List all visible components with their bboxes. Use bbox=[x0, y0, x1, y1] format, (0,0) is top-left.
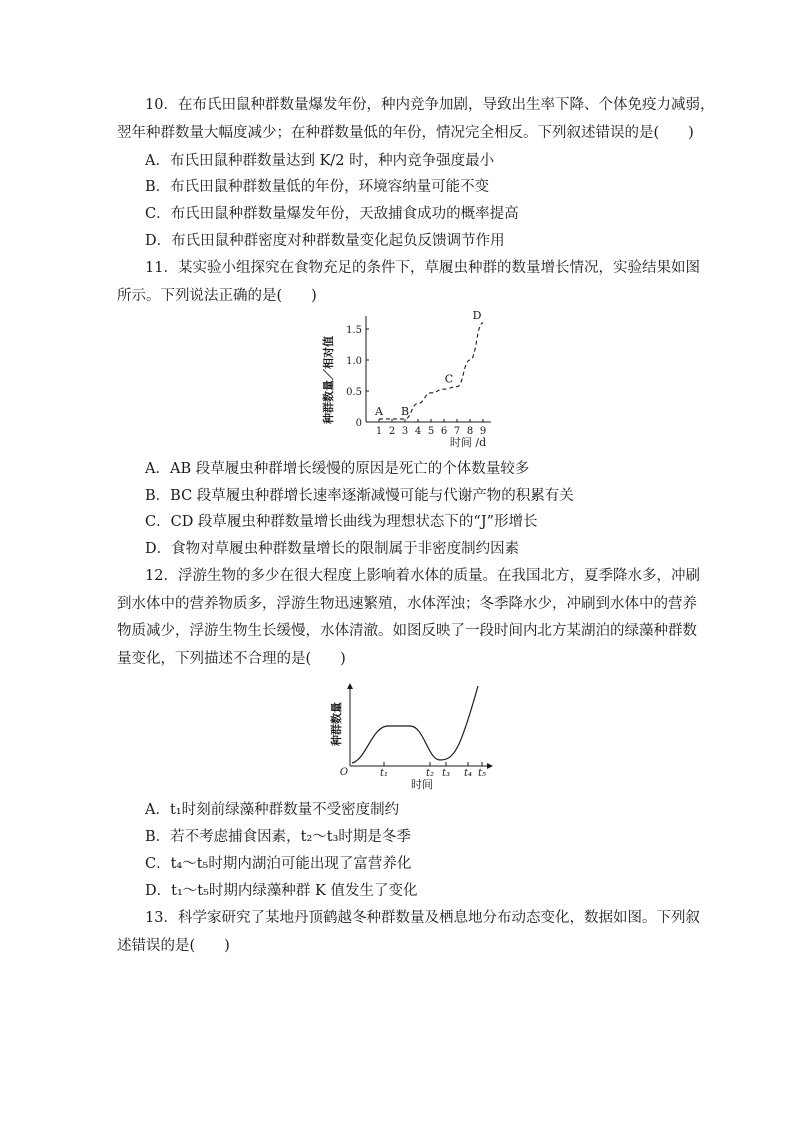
q11-point-label: D bbox=[472, 310, 482, 322]
q10-option-d: D．布氏田鼠种群密度对种群数量变化起负反馈调节作用 bbox=[145, 233, 505, 249]
q12-stem-line4: 量变化，下列描述不合理的是( ) bbox=[117, 651, 346, 667]
q11-population-chart bbox=[318, 310, 508, 450]
q12-x-tick-label: t₄ bbox=[463, 768, 473, 779]
q12-x-tick-label: t₅ bbox=[477, 768, 487, 779]
q11-y-tick-label: 0.5 bbox=[346, 387, 362, 398]
q12-population-chart bbox=[322, 680, 497, 792]
q11-option-b: B．BC 段草履虫种群增长速率逐渐减慢可能与代谢产物的积累有关 bbox=[145, 488, 574, 504]
q11-ticks bbox=[346, 325, 486, 437]
q12-x-tick-label: t₃ bbox=[441, 768, 451, 779]
q11-option-c: C．CD 段草履虫种群数量增长曲线为理想状态下的“J”形增长 bbox=[145, 514, 538, 530]
q11-y-tick-label: 1.0 bbox=[346, 356, 362, 367]
q12-x-tick-label: t₁ bbox=[379, 768, 389, 779]
q10-option-a: A．布氏田鼠种群数量达到 K/2 时，种内竞争强度最小 bbox=[145, 153, 495, 169]
q11-growth-curve bbox=[379, 323, 483, 419]
q11-axes bbox=[366, 316, 491, 422]
q11-x-tick-label: 7 bbox=[453, 426, 461, 437]
q11-option-a: A．AB 段草履虫种群增长缓慢的原因是死亡的个体数量较多 bbox=[145, 461, 530, 477]
q11-point-label: B bbox=[400, 404, 410, 418]
q11-x-tick-label: 6 bbox=[440, 426, 448, 437]
q12-ticks bbox=[380, 762, 486, 779]
q11-x-tick-label: 4 bbox=[414, 426, 422, 437]
q12-option-d: D．t₁～t₅时期内绿藻种群 K 值发生了变化 bbox=[145, 883, 418, 899]
q11-y-axis-label: 种群数量／相对值 bbox=[322, 336, 335, 424]
q12-stem-line3: 物质减少，浮游生物生长缓慢，水体清澈。如图反映了一段时间内北方某湖泊的绿藻种群数 bbox=[117, 623, 697, 639]
q12-option-c: C．t₄～t₅时期内湖泊可能出现了富营养化 bbox=[145, 856, 412, 872]
q12-stem-line2: 到水体中的营养物质多，浮游生物迅速繁殖，水体浑浊；冬季降水少，冲刷到水体中的营养 bbox=[117, 596, 697, 612]
q11-x-tick-label: 5 bbox=[427, 426, 435, 437]
q11-x-tick-label: 8 bbox=[466, 426, 474, 437]
q10-stem-line2: 翌年种群数量大幅度减少；在种群数量低的年份，情况完全相反。下列叙述错误的是( ) bbox=[117, 125, 694, 141]
q11-point-labels bbox=[374, 310, 482, 418]
q12-stem-line1: 12．浮游生物的多少在很大程度上影响着水体的质量。在我国北方，夏季降水多，冲刷 bbox=[145, 568, 700, 584]
q12-algae-curve bbox=[352, 686, 478, 763]
q12-x-tick-label: t₂ bbox=[425, 768, 435, 779]
q12-option-b: B．若不考虑捕食因素，t₂～t₃时期是冬季 bbox=[145, 829, 411, 845]
q11-point-label: C bbox=[444, 372, 454, 386]
q11-x-axis-label: 时间 /d bbox=[449, 436, 487, 449]
q11-x-tick-label: 3 bbox=[401, 426, 409, 437]
q12-origin-label: O bbox=[339, 767, 349, 778]
q11-y-tick-label: 0 bbox=[355, 418, 362, 429]
q11-point-label: A bbox=[375, 404, 383, 418]
q11-x-tick-label: 2 bbox=[388, 426, 396, 437]
q10-option-b: B．布氏田鼠种群数量低的年份，环境容纳量可能不变 bbox=[145, 179, 490, 195]
q12-y-axis-label: 种群数量 bbox=[330, 702, 343, 746]
q12-x-axis-label: 时间 bbox=[411, 778, 433, 791]
q11-x-tick-label: 9 bbox=[479, 426, 487, 437]
q13-stem-line1: 13．科学家研究了某地丹顶鹤越冬种群数量及栖息地分布动态变化，数据如图。下列叙 bbox=[145, 910, 700, 926]
q11-stem-line1: 11．某实验小组探究在食物充足的条件下，草履虫种群的数量增长情况，实验结果如图 bbox=[145, 260, 700, 276]
q11-option-d: D．食物对草履虫种群数量增长的限制属于非密度制约因素 bbox=[145, 541, 520, 557]
q10-stem-line1: 10．在布氏田鼠种群数量爆发年份，种内竞争加剧，导致出生率下降、个体免疫力减弱， bbox=[145, 97, 715, 113]
q11-stem-line2: 所示。下列说法正确的是( ) bbox=[117, 288, 317, 304]
q10-option-c: C．布氏田鼠种群数量爆发年份，天敌捕食成功的概率提高 bbox=[145, 206, 519, 222]
q12-option-a: A．t₁时刻前绿藻种群数量不受密度制约 bbox=[145, 802, 400, 818]
q13-stem-line2: 述错误的是( ) bbox=[117, 938, 230, 954]
q11-x-tick-label: 1 bbox=[375, 426, 383, 437]
q11-y-tick-label: 1.5 bbox=[346, 325, 362, 336]
